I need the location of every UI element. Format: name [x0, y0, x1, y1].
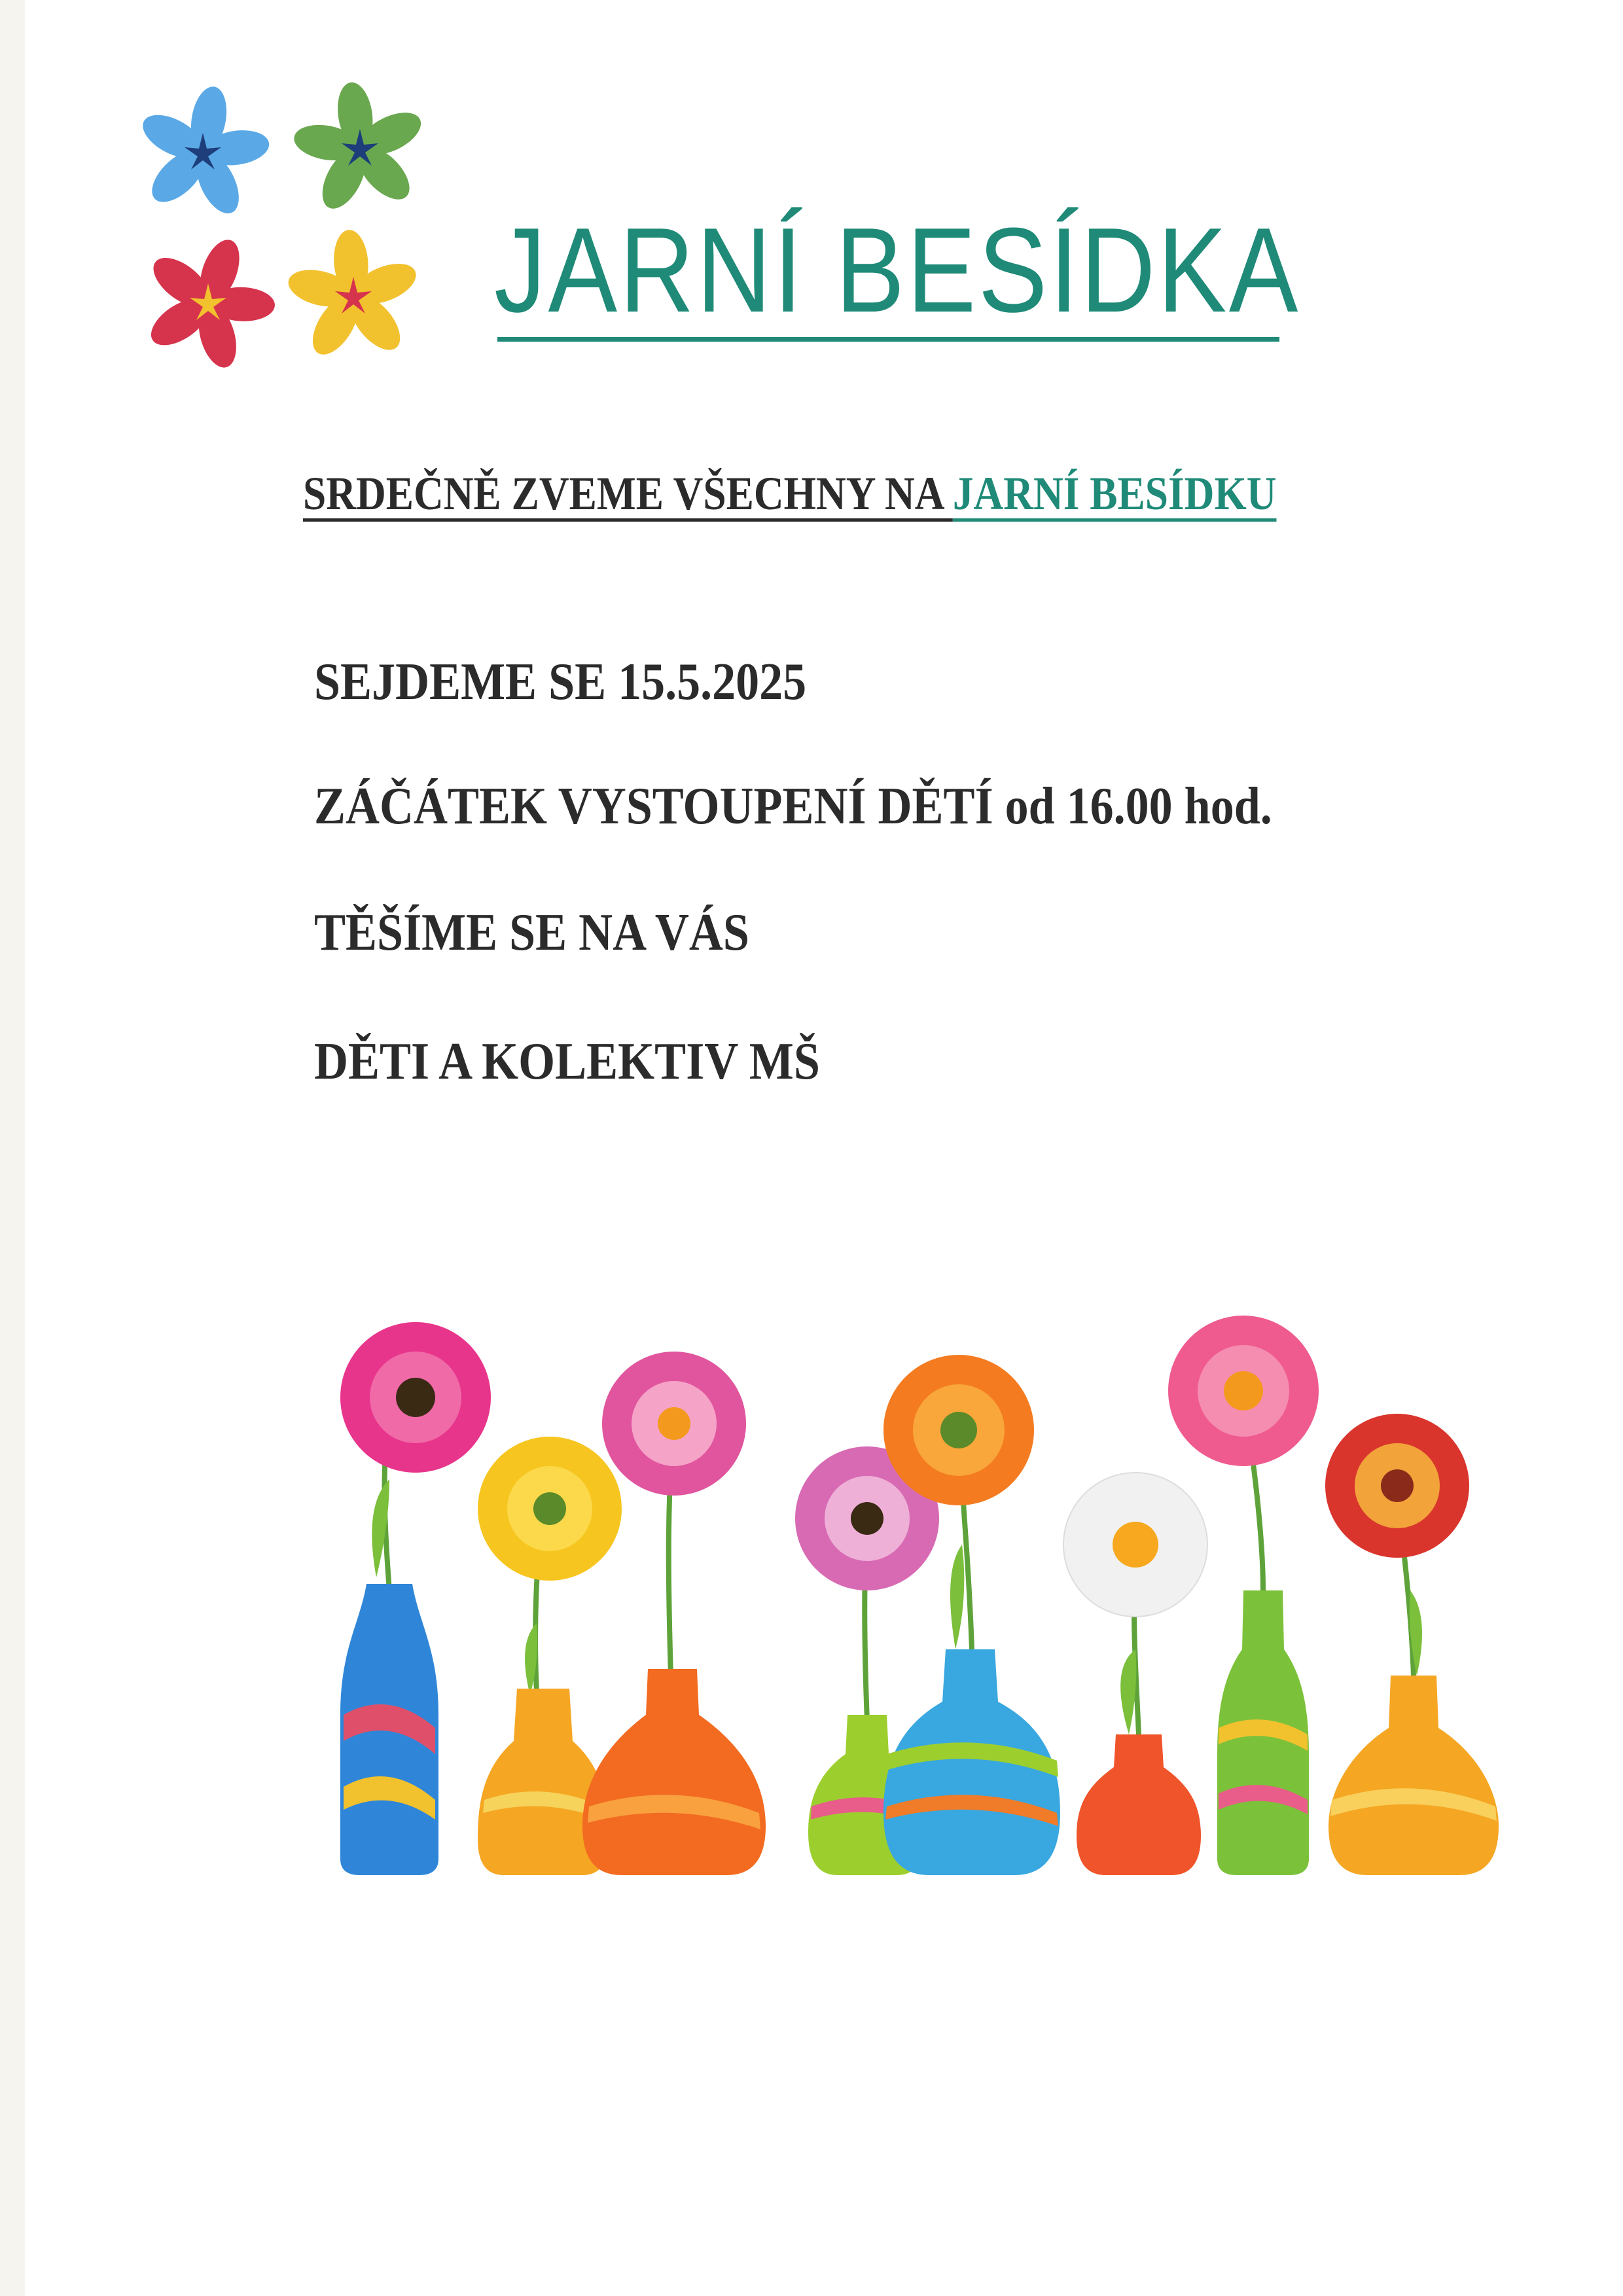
invitation-text: SRDEČNĚ ZVEME VŠECHNY NA: [303, 467, 953, 520]
greeting-line: TĚŠÍME SE NA VÁS: [314, 904, 749, 961]
title-underline: [497, 337, 1279, 342]
signature-line: DĚTI A KOLEKTIV MŠ: [314, 1033, 820, 1090]
scan-edge: [0, 0, 25, 2296]
start-time-line: ZÁČÁTEK VYSTOUPENÍ DĚTÍ od 16.00 hod.: [314, 778, 1272, 835]
poster-title: JARNÍ BESÍDKA: [494, 202, 1300, 337]
invitation-line: [303, 467, 1277, 520]
flower-logo-icon: [131, 75, 445, 389]
date-line: SEJDEME SE 15.5.2025: [314, 653, 807, 711]
invitation-highlight: JARNÍ BESÍDKU: [952, 467, 1277, 520]
flowers-in-vases-illustration: [321, 1283, 1525, 1937]
